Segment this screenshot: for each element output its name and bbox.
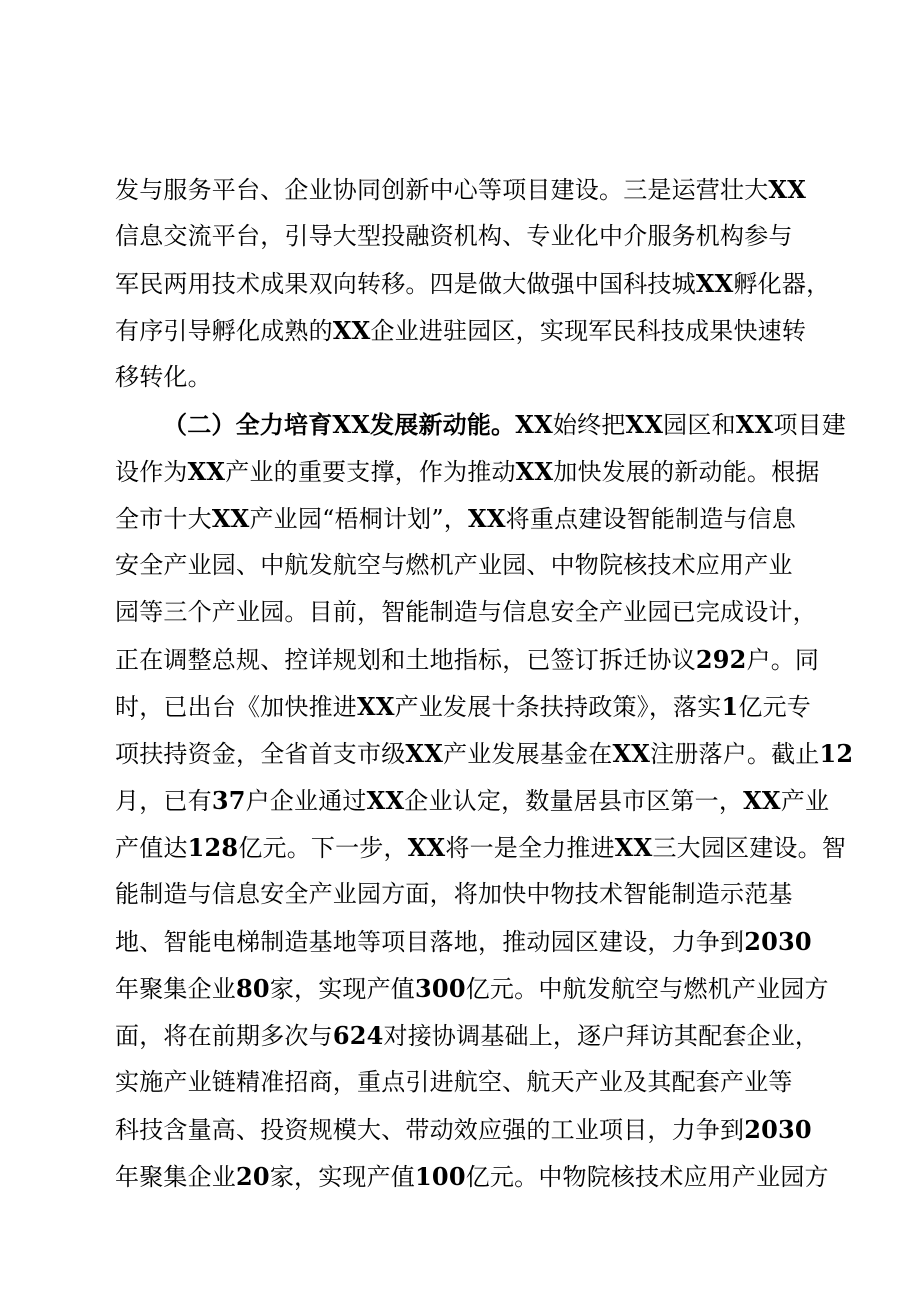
text-line: 产值达128亿元。下一步，XX将一是全力推进XX三大园区建设。智 [115,833,847,862]
text-line: 科技含量高、投资规模大、带动效应强的工业项目，力争到2030 [115,1115,812,1144]
text-line: 移转化。 [115,363,212,391]
text-line: 时，已出台《加快推进XX产业发展十条扶持政策》，落实1亿元专 [115,692,811,721]
text-line: 军民两用技术成果双向转移。四是做大做强中国科技城XX孵化器， [115,269,831,298]
text-line: 年聚集企业80家，实现产值300亿元。中航发航空与燃机产业园方 [115,974,829,1003]
text-line: 能制造与信息安全产业园方面，将加快中物技术智能制造示范基 [115,880,793,908]
text-line: 安全产业园、中航发航空与燃机产业园、中物院核技术应用产业 [115,551,793,579]
text-line: 设作为XX产业的重要支撑，作为推动XX加快发展的新动能。根据 [115,457,820,486]
text-line: 正在调整总规、控详规划和土地指标，已签订拆迁协议292户。同 [115,645,820,674]
text-line: 月，已有37户企业通过XX企业认定，数量居县市区第一，XX产业 [115,786,830,815]
section-heading-line: （二）全力培育XX发展新动能。XX始终把XX园区和XX项目建 [163,410,847,439]
document-body [115,166,854,1200]
text-line: 全市十大XX产业园“梧桐计划”，XX将重点建设智能制造与信息 [115,504,797,533]
text-line: 有序引导孵化成熟的XX企业进驻园区，实现军民科技成果快速转 [115,316,807,345]
section-heading: （二）全力培育XX发展新动能。 [163,410,516,439]
text-line: 信息交流平台，引导大型投融资机构、专业化中介服务机构参与 [115,222,793,250]
text-line: 地、智能电梯制造基地等项目落地，推动园区建设，力争到2030 [115,927,812,956]
text-line: 园等三个产业园。目前，智能制造与信息安全产业园已完成设计， [115,598,817,626]
text-line: 年聚集企业20家，实现产值100亿元。中物院核技术应用产业园方 [115,1162,829,1191]
text-line: 项扶持资金，全省首支市级XX产业发展基金在XX注册落户。截止12 [115,739,854,768]
text-line: 面，将在前期多次与624对接协调基础上，逐户拜访其配套企业， [115,1021,820,1050]
text-line: 发与服务平台、企业协同创新中心等项目建设。三是运营壮大XX [115,175,807,204]
text-line: 实施产业链精准招商，重点引进航空、航天产业及其配套产业等 [115,1068,793,1096]
